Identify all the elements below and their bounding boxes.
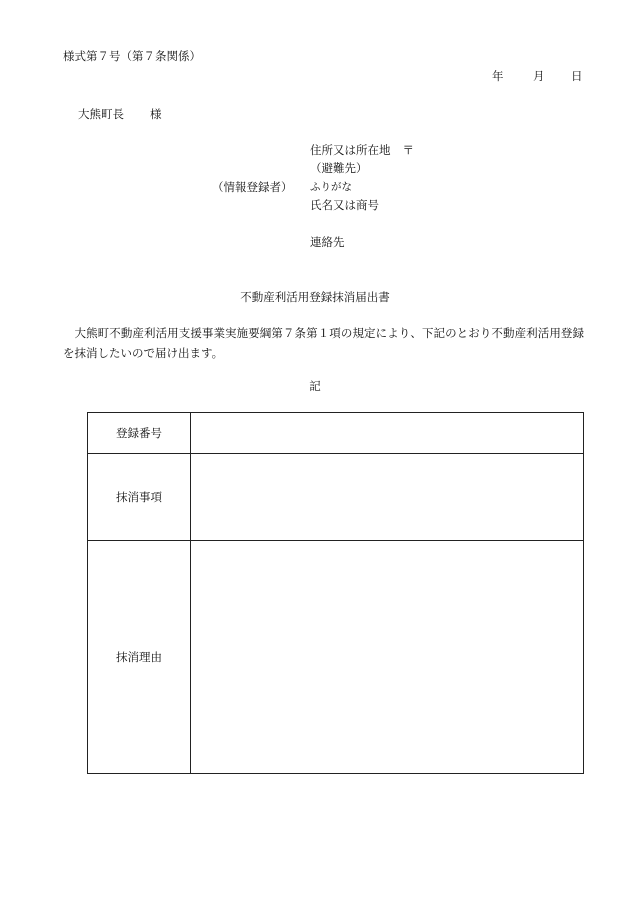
form-number: 様式第７号（第７条関係）	[63, 49, 201, 63]
cancellation-reason-label: 抹消理由	[88, 541, 191, 774]
table-row-cancellation-items	[88, 454, 584, 541]
registration-number-value-cell[interactable]	[191, 413, 584, 454]
address-field	[310, 142, 414, 158]
addressee-name: 大熊町長	[78, 107, 124, 121]
address-label: 住所又は所在地	[310, 143, 391, 157]
applicant-role-label: （情報登録者）	[212, 180, 293, 194]
cancellation-reason-value-cell[interactable]	[191, 541, 584, 774]
table-row-registration-number	[88, 413, 584, 454]
date-year-label: 年	[492, 69, 504, 83]
document-body: 大熊町不動産利活用支援事業実施要綱第７条第１項の規定により、下記のとおり不動産利活用登録を抹消したいので届け出ます。	[63, 326, 584, 360]
registration-number-label: 登録番号	[88, 413, 191, 454]
cancellation-items-label: 抹消事項	[88, 454, 191, 541]
contact-label: 連絡先	[310, 235, 345, 249]
table-row-cancellation-reason	[88, 541, 584, 774]
furigana-label: ふりがな	[310, 181, 352, 193]
evacuation-label: （避難先）	[310, 161, 368, 175]
addressee	[78, 106, 162, 122]
date-day-label: 日	[571, 69, 583, 83]
ki-heading: 記	[309, 379, 321, 393]
addressee-honorific: 様	[150, 107, 162, 121]
cancellation-items-value-cell[interactable]	[191, 454, 584, 541]
document-title: 不動産利活用登録抹消届出書	[240, 290, 390, 304]
postal-mark: 〒	[402, 143, 414, 157]
name-label: 氏名又は商号	[310, 198, 379, 212]
records-table	[87, 412, 584, 774]
date-month-label: 月	[533, 69, 545, 83]
